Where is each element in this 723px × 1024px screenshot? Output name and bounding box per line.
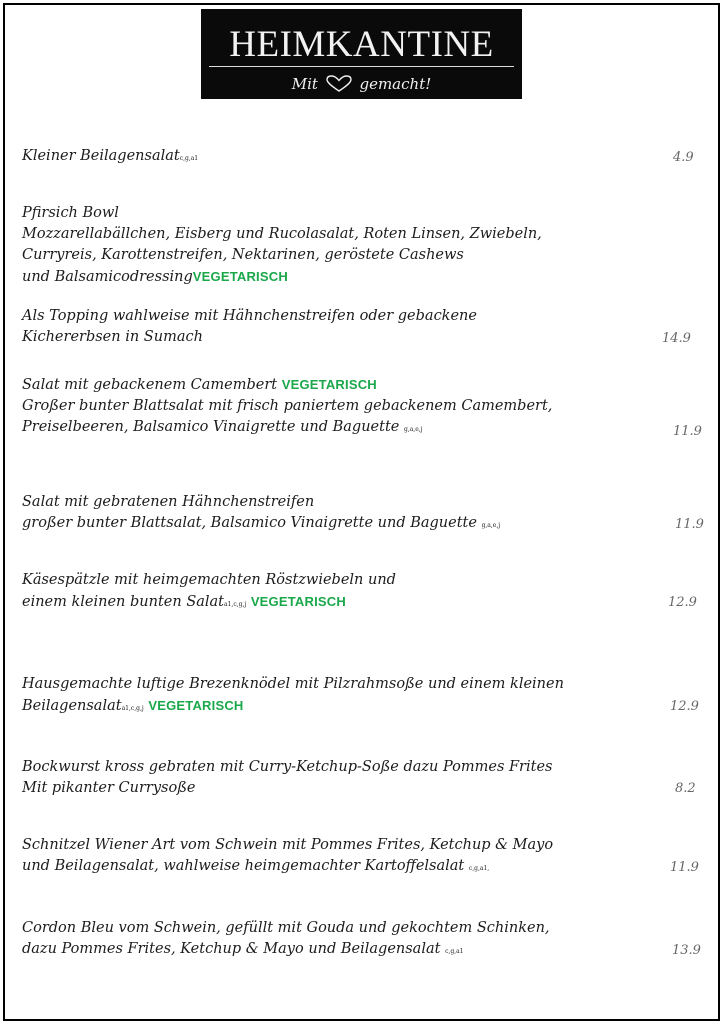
allergen-codes: g,a,e,j [481, 522, 501, 529]
item-name: Hausgemachte luftige Brezenknödel mit Pilzrahmsoße und einem kleinen [22, 676, 564, 692]
tagline-after: gemacht! [359, 75, 432, 93]
item-price: 12.9 [668, 595, 697, 610]
vegetarian-badge: VEGETARISCH [281, 377, 377, 392]
logo-title: HEIMKANTINE [229, 24, 494, 65]
item-description: Kichererbsen in Sumach [22, 329, 203, 345]
allergen-codes: a1,c,g,j [121, 705, 144, 712]
menu-item [22, 918, 622, 962]
logo [201, 9, 522, 99]
item-price: 13.9 [672, 943, 701, 958]
allergen-codes: c,g,a1 [179, 155, 199, 162]
menu-item [22, 757, 622, 799]
item-name: Salat mit gebackenem Camembert [22, 377, 278, 393]
logo-divider [209, 66, 514, 67]
item-name: Käsespätzle mit heimgemachten Röstzwiebeln und [22, 572, 396, 588]
item-description: Curryreis, Karottenstreifen, Nektarinen, geröstete Cashews [22, 247, 464, 263]
item-name: Cordon Bleu vom Schwein, gefüllt mit Gouda und gekochtem Schinken, [22, 920, 550, 936]
allergen-codes: c,g,a1 [445, 948, 464, 955]
menu-item [22, 306, 622, 348]
vegetarian-badge: VEGETARISCH [250, 594, 346, 609]
menu-item [22, 146, 622, 169]
vegetarian-badge: VEGETARISCH [148, 698, 244, 713]
item-price: 12.9 [670, 699, 699, 714]
item-name: Salat mit gebratenen Hähnchenstreifen [22, 494, 315, 510]
item-price: 8.2 [675, 781, 696, 796]
item-description: Großer bunter Blattsalat mit frisch paniertem gebackenem Camembert, [22, 398, 553, 414]
menu-item [22, 374, 622, 440]
allergen-codes: c,g,a1, [468, 865, 490, 872]
item-name: Bockwurst kross gebraten mit Curry-Ketchup-Soße dazu Pommes Frites [22, 759, 553, 775]
menu-item [22, 570, 622, 615]
item-price: 4.9 [673, 150, 694, 165]
item-name: Pfirsich Bowl [22, 205, 119, 221]
item-description: und Balsamicodressing [22, 269, 193, 285]
item-name: Als Topping wahlweise mit Hähnchenstreifen oder gebackene [22, 308, 477, 324]
menu-item [22, 492, 622, 536]
heart-icon [326, 75, 352, 92]
item-name: Kleiner Beilagensalat [22, 148, 180, 164]
menu-item [22, 674, 622, 719]
item-description: großer bunter Blattsalat, Balsamico Vinaigrette und Baguette [22, 515, 477, 531]
menu-item [22, 835, 622, 879]
item-description: Beilagensalat [22, 698, 122, 714]
item-description: einem kleinen bunten Salat [22, 594, 225, 610]
item-description: dazu Pommes Frites, Ketchup & Mayo und Beilagensalat [22, 941, 441, 957]
item-price: 11.9 [673, 424, 702, 439]
logo-tagline [201, 75, 522, 93]
item-description: Preiselbeeren, Balsamico Vinaigrette und Baguette [22, 419, 400, 435]
allergen-codes: g,a,e,j [403, 426, 423, 433]
allergen-codes: a1,c,g,j [224, 601, 247, 608]
item-price: 11.9 [670, 860, 699, 875]
vegetarian-badge: VEGETARISCH [192, 269, 288, 284]
item-price: 14.9 [662, 331, 691, 346]
item-price: 11.9 [675, 517, 704, 532]
menu-item [22, 203, 622, 288]
item-description: und Beilagensalat, wahlweise heimgemachter Kartoffelsalat [22, 858, 465, 874]
item-name: Schnitzel Wiener Art vom Schwein mit Pommes Frites, Ketchup & Mayo [22, 837, 554, 853]
item-description: Mit pikanter Currysoße [22, 780, 196, 796]
tagline-before: Mit [291, 75, 318, 93]
item-description: Mozzarellabällchen, Eisberg und Rucolasalat, Roten Linsen, Zwiebeln, [22, 226, 542, 242]
